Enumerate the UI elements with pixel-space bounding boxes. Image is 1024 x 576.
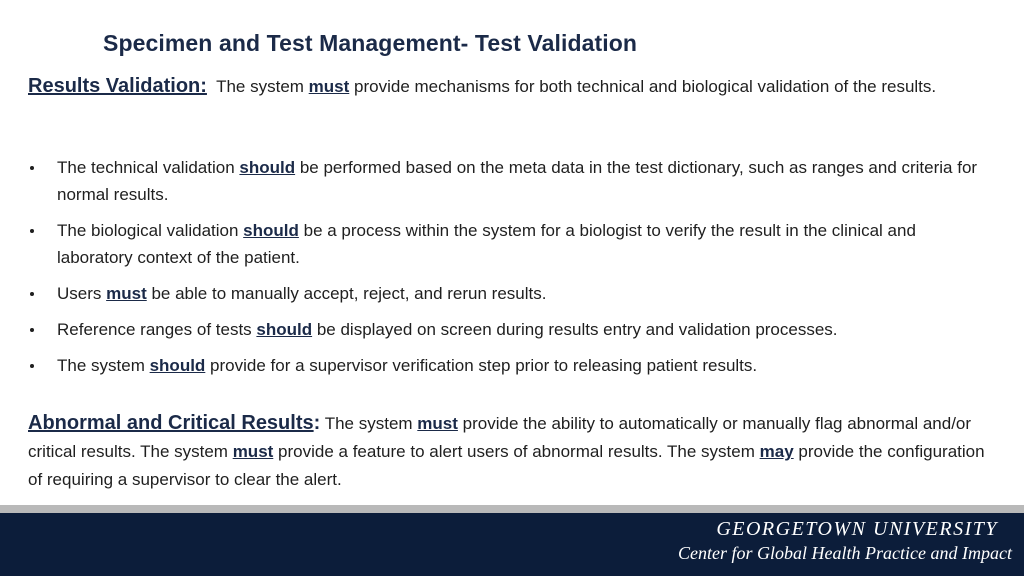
abnormal-results-paragraph — [28, 409, 996, 494]
bullet-item — [28, 316, 996, 343]
bullet-text-post: be a process within the system for a biologist to verify the result in the clinical and laboratory context of the patient. — [57, 221, 916, 267]
bullet-text-pre: Reference ranges of tests — [57, 320, 257, 339]
results-validation-paragraph — [28, 72, 996, 101]
bullet-text-post: be displayed on screen during results entry and validation processes. — [312, 320, 838, 339]
results-validation-heading: Results Validation: — [28, 75, 207, 97]
results-validation-text-2: provide mechanisms for both technical and biological validation of the results. — [349, 77, 937, 96]
abnormal-results-colon: : — [313, 412, 321, 434]
slide-title: Specimen and Test Management- Test Validation — [103, 30, 638, 56]
bullet-item — [28, 280, 996, 307]
bullet-keyword: should — [149, 356, 206, 375]
requirements-bullet-list — [28, 154, 996, 388]
abnormal-results-heading: Abnormal and Critical Results — [28, 412, 314, 434]
bullet-dot-icon — [30, 166, 34, 170]
bullet-keyword: should — [256, 320, 313, 339]
results-validation-keyword-must: must — [308, 77, 350, 96]
bullet-dot-icon — [30, 328, 34, 332]
abnormal-text-2: provide the ability to automatically or manually flag abnormal and/or critical results. The system — [28, 414, 972, 461]
bullet-item — [28, 217, 996, 271]
results-validation-text-1: The system — [216, 77, 309, 96]
bullet-keyword: should — [239, 158, 296, 177]
bullet-text-post: be performed based on the meta data in the test dictionary, such as ranges and criteria for normal results. — [57, 158, 978, 204]
bullet-item — [28, 154, 996, 208]
bullet-dot-icon — [30, 292, 34, 296]
bullet-dot-icon — [30, 364, 34, 368]
bullet-item — [28, 352, 996, 379]
abnormal-text-4: provide the configuration of requiring a supervisor to clear the alert. — [28, 442, 985, 489]
university-logo-text: GEORGETOWN UNIVERSITY — [716, 518, 998, 540]
abnormal-text-3: provide a feature to alert users of abnormal results. The system — [273, 442, 760, 461]
bullet-text-pre: Users — [57, 284, 107, 303]
bullet-text-post: provide for a supervisor verification step prior to releasing patient results. — [205, 356, 758, 375]
bullet-text-pre: The biological validation — [57, 221, 244, 240]
abnormal-keyword-must-2: must — [232, 442, 274, 461]
bullet-dot-icon — [30, 229, 34, 233]
abnormal-keyword-may: may — [759, 442, 794, 461]
abnormal-text-1: The system — [320, 414, 418, 433]
footer-divider-band — [0, 505, 1024, 513]
center-logo-text: Center for Global Health Practice and Impact — [678, 543, 1012, 563]
abnormal-keyword-must-1: must — [417, 414, 458, 433]
bullet-keyword: should — [243, 221, 299, 240]
bullet-text-pre: The technical validation — [57, 158, 240, 177]
bullet-text-pre: The system — [57, 356, 150, 375]
bullet-text-post: be able to manually accept, reject, and rerun results. — [146, 284, 547, 303]
bullet-keyword: must — [106, 284, 147, 303]
